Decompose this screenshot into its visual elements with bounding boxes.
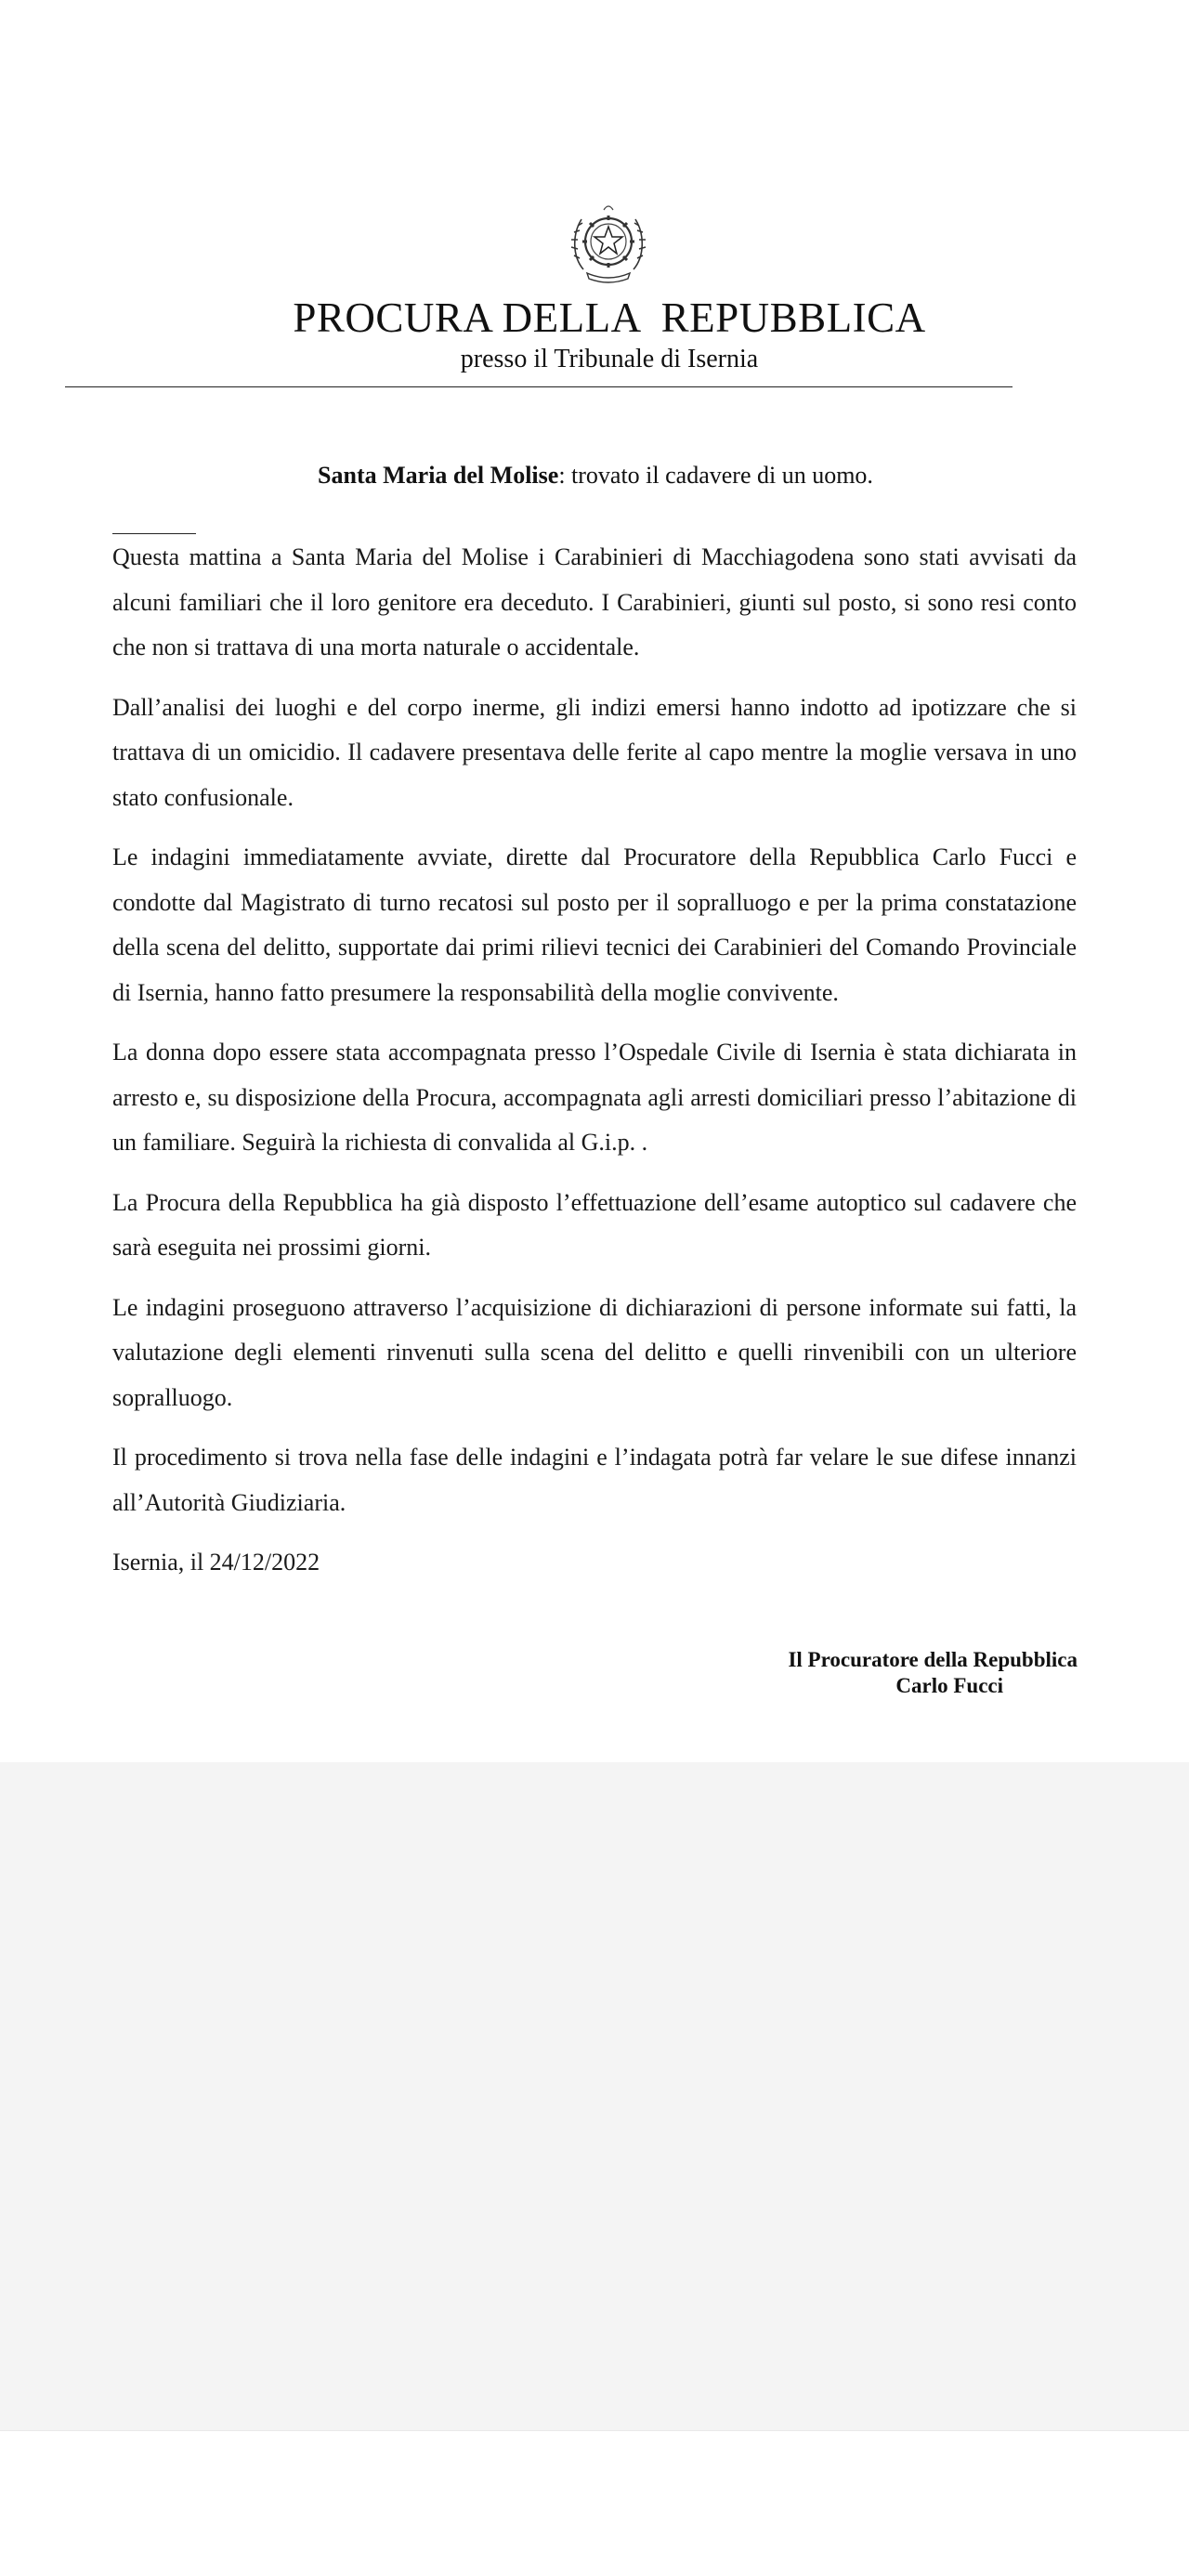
body-paragraph: La donna dopo essere stata accompagnata presso l’Ospedale Civile di Isernia è stata dichiarata in arresto e, su disposizione della Procura, accompagnata agli arresti domiciliari presso l’abitazione di un familiare. Seguirà la richiesta di convalida al G.i.p. . [112,1039,1077,1156]
office-title: PROCURA DELLA REPUBBLICA [293,294,926,341]
press-release-headline [0,458,1189,493]
body-paragraph: Le indagini proseguono attraverso l’acquisizione di dichiarazioni di persone informate sui fatti, la valutazione degli elementi rinvenuti sulla scena del delitto e quelli rinvenibili con un ulteriore sopralluogo. [112,1293,1077,1411]
header-divider [65,386,1013,387]
body-paragraph: Questa mattina a Santa Maria del Molise i Carabinieri di Macchiagodena sono stati avvisati da alcuni familiari che il loro genitore era deceduto. I Carabinieri, giunti sul posto, si sono resi conto che non si trattava di una morta naturale o accidentale. [112,543,1077,660]
office-subtitle: presso il Tribunale di Isernia [460,345,759,373]
press-release-body [112,535,1077,1601]
date-line: Isernia, il 24/12/2022 [112,1549,320,1576]
blank-gray-area [0,1762,1189,2430]
section-divider [112,533,196,534]
body-paragraph: Il procedimento si trova nella fase delle indagini e l’indagata potrà far velare le sue difese innanzi all’Autorità Giudiziaria. [112,1444,1077,1516]
signature-block [706,1647,1078,1699]
body-paragraph: Le indagini immediatamente avviate, dirette dal Procuratore della Repubblica Carlo Fucci e condotte dal Magistrato di turno recatosi sul posto per il sopralluogo e per la prima constatazione della scena del delitto, supportate dai primi rilievi tecnici dei Carabinieri del Comando Provinciale di Isernia, hanno fatto presumere la responsabilità della moglie convivente. [112,843,1077,1006]
headline-text: : trovato il cadavere di un uomo. [558,462,873,489]
body-paragraph: Dall’analisi dei luoghi e del corpo inerme, gli indizi emersi hanno indotto ad ipotizzare che si trattava di un omicidio. Il cadavere presentava delle ferite al capo mentre la moglie versava in uno stato confusionale. [112,693,1077,811]
signature-name: Carlo Fucci [895,1674,1003,1697]
blank-footer-area [0,2430,1189,2576]
headline-location: Santa Maria del Molise [318,462,559,489]
signature-role: Il Procuratore della Repubblica [788,1648,1078,1671]
italian-republic-emblem-icon [567,197,650,286]
body-paragraph: La Procura della Repubblica ha già disposto l’effettuazione dell’esame autoptico sul cadavere che sarà eseguita nei prossimi giorni. [112,1188,1077,1261]
